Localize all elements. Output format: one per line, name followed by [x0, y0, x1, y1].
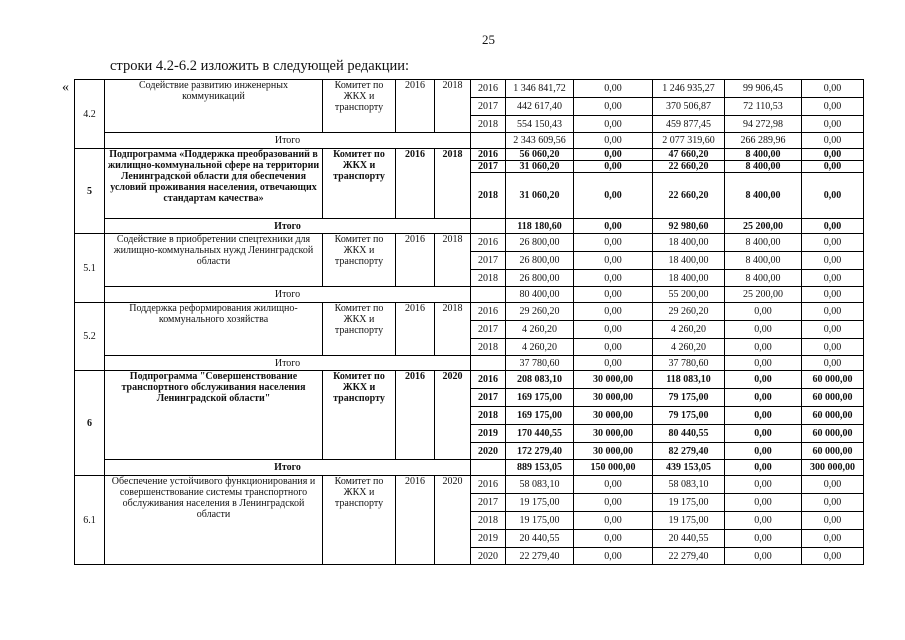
total-federal: 0,00 [574, 356, 653, 371]
amount-regional: 22 279,40 [653, 548, 725, 565]
amount-total: 172 279,40 [506, 443, 574, 460]
amount-municipal: 94 272,98 [725, 116, 802, 133]
amount-other: 60 000,00 [802, 407, 864, 425]
amount-total: 20 440,55 [506, 530, 574, 548]
amount-total: 56 060,20 [506, 149, 574, 161]
activity-name: Обеспечение устойчивого функционирования и совершенствование системы транспортного обслуживания населения в Ленинградской области [105, 476, 323, 565]
total-label: Итого [105, 219, 471, 234]
amount-total: 19 175,00 [506, 512, 574, 530]
row-number: 6 [75, 371, 105, 476]
amount-municipal: 8 400,00 [725, 234, 802, 252]
executor: Комитет по ЖКХ и транспорту [323, 234, 396, 287]
amount-regional: 4 260,20 [653, 321, 725, 339]
amount-other: 0,00 [802, 116, 864, 133]
amount-federal: 0,00 [574, 98, 653, 116]
amount-municipal: 0,00 [725, 548, 802, 565]
total-regional: 2 077 319,60 [653, 133, 725, 149]
row-number: 5.1 [75, 234, 105, 303]
year-cell: 2018 [471, 270, 506, 287]
amount-total: 31 060,20 [506, 173, 574, 219]
year-cell: 2017 [471, 252, 506, 270]
total-row [75, 287, 864, 303]
amount-municipal: 0,00 [725, 425, 802, 443]
amount-regional: 18 400,00 [653, 252, 725, 270]
table-row [75, 234, 864, 252]
amount-municipal: 0,00 [725, 443, 802, 460]
amount-federal: 0,00 [574, 548, 653, 565]
end-year: 2018 [435, 80, 471, 133]
amount-regional: 22 660,20 [653, 161, 725, 173]
amount-federal: 0,00 [574, 512, 653, 530]
amount-regional: 459 877,45 [653, 116, 725, 133]
end-year: 2018 [435, 303, 471, 356]
amount-federal: 0,00 [574, 270, 653, 287]
amount-other: 0,00 [802, 149, 864, 161]
row-number: 5.2 [75, 303, 105, 371]
year-cell: 2017 [471, 494, 506, 512]
end-year: 2020 [435, 371, 471, 460]
total-amount: 37 780,60 [506, 356, 574, 371]
total-other: 0,00 [802, 219, 864, 234]
amount-federal: 0,00 [574, 234, 653, 252]
year-cell: 2018 [471, 407, 506, 425]
year-cell: 2017 [471, 389, 506, 407]
amount-total: 58 083,10 [506, 476, 574, 494]
amount-regional: 18 400,00 [653, 234, 725, 252]
amount-regional: 79 175,00 [653, 407, 725, 425]
amount-regional: 19 175,00 [653, 494, 725, 512]
amount-total: 169 175,00 [506, 407, 574, 425]
executor: Комитет по ЖКХ и транспорту [323, 303, 396, 356]
end-year: 2020 [435, 476, 471, 565]
activity-name: Подпрограмма «Поддержка преобразований в жилищно-коммунальной сфере на территории Ленинградской области для обеспечения условий проживания населения, отвечающих стандартам качества» [105, 149, 323, 219]
activity-name: Подпрограмма "Совершенствование транспортного обслуживания населения Ленинградской области" [105, 371, 323, 460]
amount-federal: 30 000,00 [574, 443, 653, 460]
amount-total: 554 150,43 [506, 116, 574, 133]
amount-regional: 20 440,55 [653, 530, 725, 548]
amount-municipal: 0,00 [725, 512, 802, 530]
empty-year-cell [471, 133, 506, 149]
year-cell: 2016 [471, 149, 506, 161]
amount-other: 0,00 [802, 98, 864, 116]
total-regional: 55 200,00 [653, 287, 725, 303]
amount-municipal: 8 400,00 [725, 252, 802, 270]
total-municipal: 0,00 [725, 460, 802, 476]
empty-year-cell [471, 287, 506, 303]
total-amount: 2 343 609,56 [506, 133, 574, 149]
amount-total: 26 800,00 [506, 252, 574, 270]
executor: Комитет по ЖКХ и транспорту [323, 476, 396, 565]
amount-other: 0,00 [802, 161, 864, 173]
amount-regional: 1 246 935,27 [653, 80, 725, 98]
amount-federal: 30 000,00 [574, 389, 653, 407]
row-number: 5 [75, 149, 105, 234]
empty-year-cell [471, 356, 506, 371]
start-year: 2016 [396, 149, 435, 219]
total-federal: 150 000,00 [574, 460, 653, 476]
year-cell: 2018 [471, 512, 506, 530]
amount-other: 60 000,00 [802, 443, 864, 460]
amount-other: 60 000,00 [802, 389, 864, 407]
activity-name: Содействие развитию инженерных коммуникаций [105, 80, 323, 133]
amount-federal: 0,00 [574, 173, 653, 219]
amount-total: 26 800,00 [506, 270, 574, 287]
amount-federal: 30 000,00 [574, 407, 653, 425]
amount-municipal: 0,00 [725, 321, 802, 339]
amount-federal: 0,00 [574, 116, 653, 133]
amount-regional: 58 083,10 [653, 476, 725, 494]
amount-federal: 0,00 [574, 252, 653, 270]
amount-total: 1 346 841,72 [506, 80, 574, 98]
year-cell: 2018 [471, 116, 506, 133]
total-municipal: 266 289,96 [725, 133, 802, 149]
total-row [75, 460, 864, 476]
amount-federal: 0,00 [574, 476, 653, 494]
year-cell: 2017 [471, 98, 506, 116]
amount-municipal: 8 400,00 [725, 270, 802, 287]
amount-municipal: 0,00 [725, 530, 802, 548]
total-row [75, 356, 864, 371]
amount-total: 169 175,00 [506, 389, 574, 407]
start-year: 2016 [396, 234, 435, 287]
year-cell: 2016 [471, 303, 506, 321]
total-amount: 80 400,00 [506, 287, 574, 303]
table-row [75, 371, 864, 389]
amount-municipal: 0,00 [725, 389, 802, 407]
empty-year-cell [471, 460, 506, 476]
table-row [75, 80, 864, 98]
amount-other: 0,00 [802, 321, 864, 339]
amount-total: 170 440,55 [506, 425, 574, 443]
executor: Комитет по ЖКХ и транспорту [323, 371, 396, 460]
amount-total: 19 175,00 [506, 494, 574, 512]
amount-regional: 22 660,20 [653, 173, 725, 219]
amount-total: 4 260,20 [506, 339, 574, 356]
amount-federal: 0,00 [574, 339, 653, 356]
total-federal: 0,00 [574, 219, 653, 234]
amount-regional: 118 083,10 [653, 371, 725, 389]
empty-year-cell [471, 219, 506, 234]
amount-total: 26 800,00 [506, 234, 574, 252]
total-regional: 37 780,60 [653, 356, 725, 371]
amount-municipal: 0,00 [725, 371, 802, 389]
year-cell: 2019 [471, 530, 506, 548]
amount-federal: 30 000,00 [574, 371, 653, 389]
amount-municipal: 0,00 [725, 339, 802, 356]
total-municipal: 25 200,00 [725, 219, 802, 234]
year-cell: 2020 [471, 548, 506, 565]
amount-federal: 30 000,00 [574, 425, 653, 443]
amount-federal: 0,00 [574, 494, 653, 512]
year-cell: 2016 [471, 234, 506, 252]
amount-total: 29 260,20 [506, 303, 574, 321]
amount-total: 4 260,20 [506, 321, 574, 339]
activity-name: Содействие в приобретении спецтехники для жилищно-коммунальных нужд Ленинградской области [105, 234, 323, 287]
amount-other: 0,00 [802, 476, 864, 494]
total-other: 0,00 [802, 287, 864, 303]
total-other: 0,00 [802, 133, 864, 149]
activity-name: Поддержка реформирования жилищно-коммунального хозяйства [105, 303, 323, 356]
amount-municipal: 0,00 [725, 303, 802, 321]
total-municipal: 0,00 [725, 356, 802, 371]
amount-regional: 82 279,40 [653, 443, 725, 460]
amount-other: 0,00 [802, 548, 864, 565]
amount-other: 0,00 [802, 173, 864, 219]
intro-text: строки 4.2-6.2 изложить в следующей редакции: [110, 58, 410, 74]
amount-other: 0,00 [802, 234, 864, 252]
amount-other: 0,00 [802, 270, 864, 287]
year-cell: 2017 [471, 161, 506, 173]
amount-regional: 47 660,20 [653, 149, 725, 161]
year-cell: 2018 [471, 339, 506, 356]
table-row [75, 303, 864, 321]
amount-other: 0,00 [802, 303, 864, 321]
year-cell: 2016 [471, 476, 506, 494]
amount-federal: 0,00 [574, 149, 653, 161]
amount-other: 0,00 [802, 494, 864, 512]
amount-municipal: 8 400,00 [725, 149, 802, 161]
amount-municipal: 72 110,53 [725, 98, 802, 116]
total-label: Итого [105, 133, 471, 149]
executor: Комитет по ЖКХ и транспорту [323, 80, 396, 133]
amount-total: 31 060,20 [506, 161, 574, 173]
amount-other: 0,00 [802, 339, 864, 356]
amount-municipal: 0,00 [725, 494, 802, 512]
program-table [74, 79, 864, 565]
total-label: Итого [105, 287, 471, 303]
amount-total: 208 083,10 [506, 371, 574, 389]
amount-regional: 79 175,00 [653, 389, 725, 407]
amount-regional: 19 175,00 [653, 512, 725, 530]
total-amount: 118 180,60 [506, 219, 574, 234]
executor: Комитет по ЖКХ и транспорту [323, 149, 396, 219]
amount-regional: 29 260,20 [653, 303, 725, 321]
start-year: 2016 [396, 476, 435, 565]
total-regional: 439 153,05 [653, 460, 725, 476]
total-label: Итого [105, 460, 471, 476]
end-year: 2018 [435, 149, 471, 219]
year-cell: 2017 [471, 321, 506, 339]
start-year: 2016 [396, 371, 435, 460]
total-row [75, 219, 864, 234]
amount-other: 0,00 [802, 512, 864, 530]
amount-municipal: 8 400,00 [725, 161, 802, 173]
amount-federal: 0,00 [574, 80, 653, 98]
amount-other: 60 000,00 [802, 371, 864, 389]
total-other: 300 000,00 [802, 460, 864, 476]
amount-other: 0,00 [802, 530, 864, 548]
total-federal: 0,00 [574, 133, 653, 149]
total-regional: 92 980,60 [653, 219, 725, 234]
amount-federal: 0,00 [574, 161, 653, 173]
amount-other: 0,00 [802, 80, 864, 98]
year-cell: 2019 [471, 425, 506, 443]
row-number: 6.1 [75, 476, 105, 565]
page-number: 25 [482, 32, 495, 47]
year-cell: 2016 [471, 80, 506, 98]
amount-regional: 80 440,55 [653, 425, 725, 443]
table-row [75, 476, 864, 494]
year-cell: 2020 [471, 443, 506, 460]
total-row [75, 133, 864, 149]
amount-municipal: 99 906,45 [725, 80, 802, 98]
amount-regional: 18 400,00 [653, 270, 725, 287]
total-label: Итого [105, 356, 471, 371]
amount-federal: 0,00 [574, 303, 653, 321]
amount-other: 0,00 [802, 252, 864, 270]
amount-municipal: 0,00 [725, 476, 802, 494]
total-other: 0,00 [802, 356, 864, 371]
start-year: 2016 [396, 303, 435, 356]
amount-regional: 4 260,20 [653, 339, 725, 356]
amount-total: 22 279,40 [506, 548, 574, 565]
amount-other: 60 000,00 [802, 425, 864, 443]
amount-municipal: 0,00 [725, 407, 802, 425]
amount-total: 442 617,40 [506, 98, 574, 116]
row-number: 4.2 [75, 80, 105, 149]
total-federal: 0,00 [574, 287, 653, 303]
amount-regional: 370 506,87 [653, 98, 725, 116]
start-year: 2016 [396, 80, 435, 133]
total-amount: 889 153,05 [506, 460, 574, 476]
total-municipal: 25 200,00 [725, 287, 802, 303]
opening-quote: « [62, 80, 69, 95]
amount-federal: 0,00 [574, 530, 653, 548]
year-cell: 2018 [471, 173, 506, 219]
amount-federal: 0,00 [574, 321, 653, 339]
table-row [75, 149, 864, 161]
amount-municipal: 8 400,00 [725, 173, 802, 219]
end-year: 2018 [435, 234, 471, 287]
year-cell: 2016 [471, 371, 506, 389]
